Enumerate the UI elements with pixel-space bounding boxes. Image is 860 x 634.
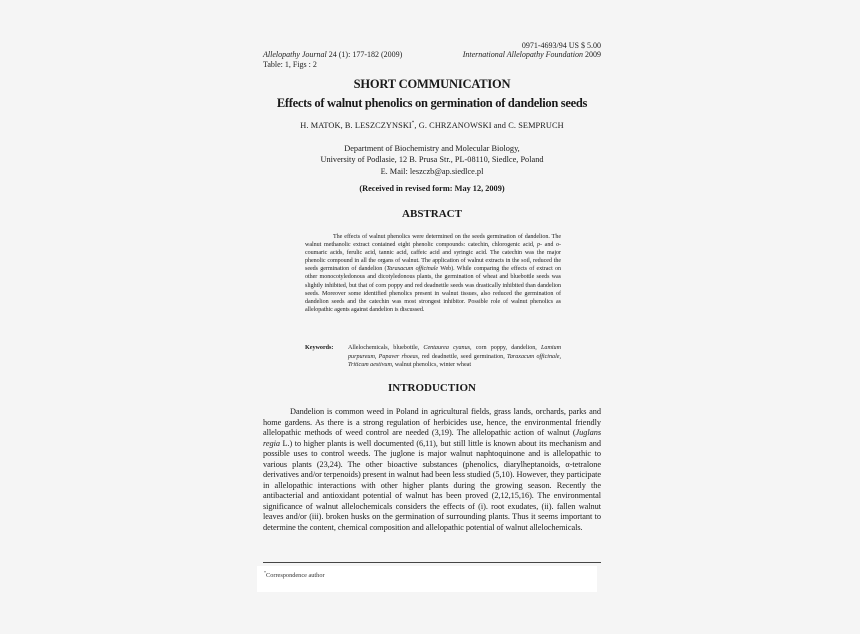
abstract-species: Taraxacum officinale — [386, 266, 439, 273]
abstract-italic: p — [537, 242, 541, 249]
introduction-body — [263, 407, 601, 534]
journal-volume: 24 (1): 177-182 (2009) — [326, 50, 403, 59]
abstract-body — [305, 233, 561, 314]
abstract-heading: ABSTRACT — [402, 208, 462, 220]
keywords-list — [348, 344, 561, 370]
keyword-species: Centaurea cyanus — [423, 345, 470, 351]
keyword-text: , walnut phenolics, winter wheat — [391, 362, 472, 369]
affiliation-department: Department of Biochemistry and Molecular Biology, — [344, 144, 520, 153]
tables-figs: Table: 1, Figs : 2 — [263, 59, 317, 69]
header-journal-info — [263, 50, 402, 69]
journal-citation — [263, 50, 402, 60]
affiliation-email: E. Mail: leszczb@ap.siedlce.pl — [380, 166, 484, 176]
abstract-italic: o — [556, 242, 560, 249]
header-foundation — [463, 50, 601, 60]
issn-price-text: 0971-4693/94 US $ 5.00 — [521, 41, 601, 50]
footnote-area — [257, 566, 597, 592]
abstract-text: -coumaric acids, ferulic acid, tannic acid, caffeic acid and syringic acid. The catechin was the major phenolic compound in all the organs of walnut. The application of walnut extracts in the soil, reduced the seeds germination of dandelion ( — [305, 242, 562, 273]
keywords-label: Keywords: — [305, 345, 334, 351]
intro-text: L.) to higher plants is well documented (6,11), but still little is known about its mechanism and possible uses to control weeds. The juglone is major walnut naphtoquinone and is allelopathic to various plants (23,24). The other bioactive substances (phenolics, diarylheptanoids, α-tetralone derivatives and/or terpenoids) present in walnut had been less studied (5,10). However, they participate in allelopathic interactions with other higher plants during the growing season. Recently the antibacterial and antioxidant potential of walnut has been proved (2,12,15,16). The environmental significance of walnut allelochemicals considers the effects of (i). root exudates, (ii). fallen walnut leaves and/or (iii). broken husks on the germination of surrounding plants. Thus it seems important to determine the content, chemical composition and allelopathic potential of walnut allelochemicals. — [263, 438, 601, 533]
keyword-text: Allelochemicals, bluebottle, — [348, 345, 424, 351]
corresponding-mark: * — [411, 121, 415, 127]
intro-text: Dandelion is common weed in Poland in agricultural fields, grass lands, orchards, parks and home gardens. As there is a strong regulation of herbicides use, hence, the environmental friendly allelopathic methods of weed control are needed (3,19). The allelopathic action of walnut ( — [263, 407, 601, 438]
journal-name: Allelopathy Journal — [263, 50, 327, 59]
footnote-mark: * — [264, 570, 266, 575]
foundation-name: International Allelopathy Foundation — [462, 50, 583, 59]
introduction-heading: INTRODUCTION — [387, 382, 476, 394]
footnote-text: Correspondence author — [266, 572, 325, 580]
authors-rest: , G. CHRZANOWSKI and C. SEMPRUCH — [414, 121, 564, 130]
author-list — [263, 121, 601, 130]
affiliation-address: University of Podlasie, 12 B. Prusa Str., PL-08110, Siedlce, Poland — [320, 155, 544, 165]
keyword-species: Lamium purpureum, Papaver rhoeas — [348, 345, 561, 360]
foundation-year: 2009 — [583, 50, 601, 59]
intro-species: Juglans regia — [263, 428, 601, 448]
authors-first: H. MATOK, B. LESZCZYNSKI — [300, 121, 412, 130]
keywords-block — [305, 344, 561, 370]
keyword-text: , red deadnettle, seed germination, — [418, 353, 507, 360]
affiliation — [263, 143, 601, 177]
article-title: Effects of walnut phenolics on germination of dandelion seeds — [276, 96, 588, 110]
section-label: SHORT COMMUNICATION — [353, 77, 511, 91]
abstract-text: - and — [540, 242, 557, 249]
abstract-text: The effects of walnut phenolics were determined on the seeds germination of dandelion. The walnut methanolic extract contained eight phenolic compounds: catechin, chlorogenic acid, — [305, 234, 561, 249]
keyword-text: , corn poppy, dandelion, — [470, 345, 542, 351]
abstract-text: Web). While comparing the effects of extract on other monocotyledonous and dicotyledonous plants, the germination of wheat and bluebottle seeds was slightly inhibited, but that of corn poppy and red deadnettle seeds was drastically inhibited than dandelion seeds. Moreover some identified phenolics present in walnut tissues, also reduced the germination of dandelion seeds and the catechin was most strongest inhibitor. Possible role of walnut phenolics as allelopathic agents against dandelion is discussed. — [305, 266, 561, 313]
received-date: (Received in revised form: May 12, 2009) — [359, 184, 505, 193]
keyword-species: Taraxacum officinale, Triticum aestivum — [348, 353, 561, 369]
footnote — [264, 570, 325, 579]
footnote-divider — [263, 562, 601, 563]
